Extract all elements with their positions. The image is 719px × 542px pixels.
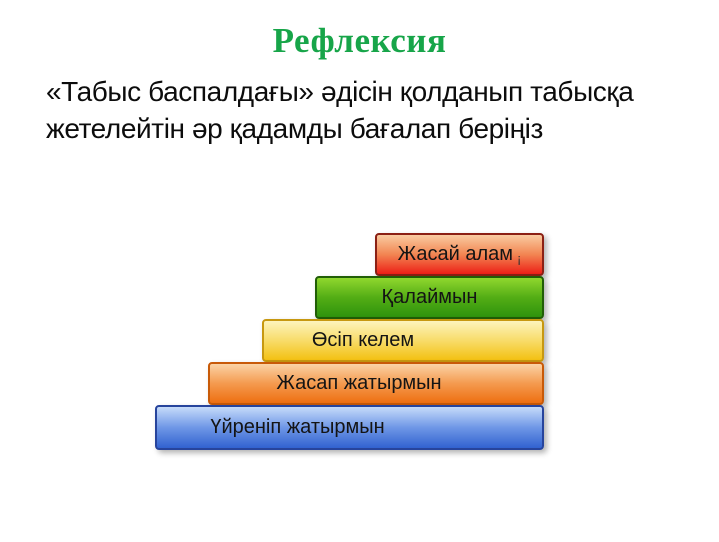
step-label: Өсіп келем bbox=[311, 329, 415, 351]
ladder-step-want-to bbox=[315, 276, 544, 319]
ladder-step-doing bbox=[208, 362, 544, 405]
step-label: Үйреніп жатырмын bbox=[210, 416, 385, 438]
ladder-step-can-do bbox=[375, 233, 544, 276]
slide-body-text bbox=[0, 61, 719, 147]
ladder-step-learning bbox=[155, 405, 544, 450]
slide-title: Рефлексия bbox=[272, 21, 447, 60]
step-label: Қалаймын bbox=[381, 286, 478, 308]
body-line-1: «Табыс баспалдағы» әдісін қолданып табысқа bbox=[46, 75, 634, 107]
ladder-step-growing bbox=[262, 319, 544, 362]
step-label: Жасап жатырмын bbox=[276, 372, 442, 394]
step-label-suffix: ¡ bbox=[517, 251, 522, 266]
step-label: Жасай алам bbox=[397, 243, 513, 265]
success-ladder-diagram bbox=[155, 233, 544, 451]
body-line-2: жетелейтін әр қадамды бағалап беріңіз bbox=[46, 112, 543, 144]
